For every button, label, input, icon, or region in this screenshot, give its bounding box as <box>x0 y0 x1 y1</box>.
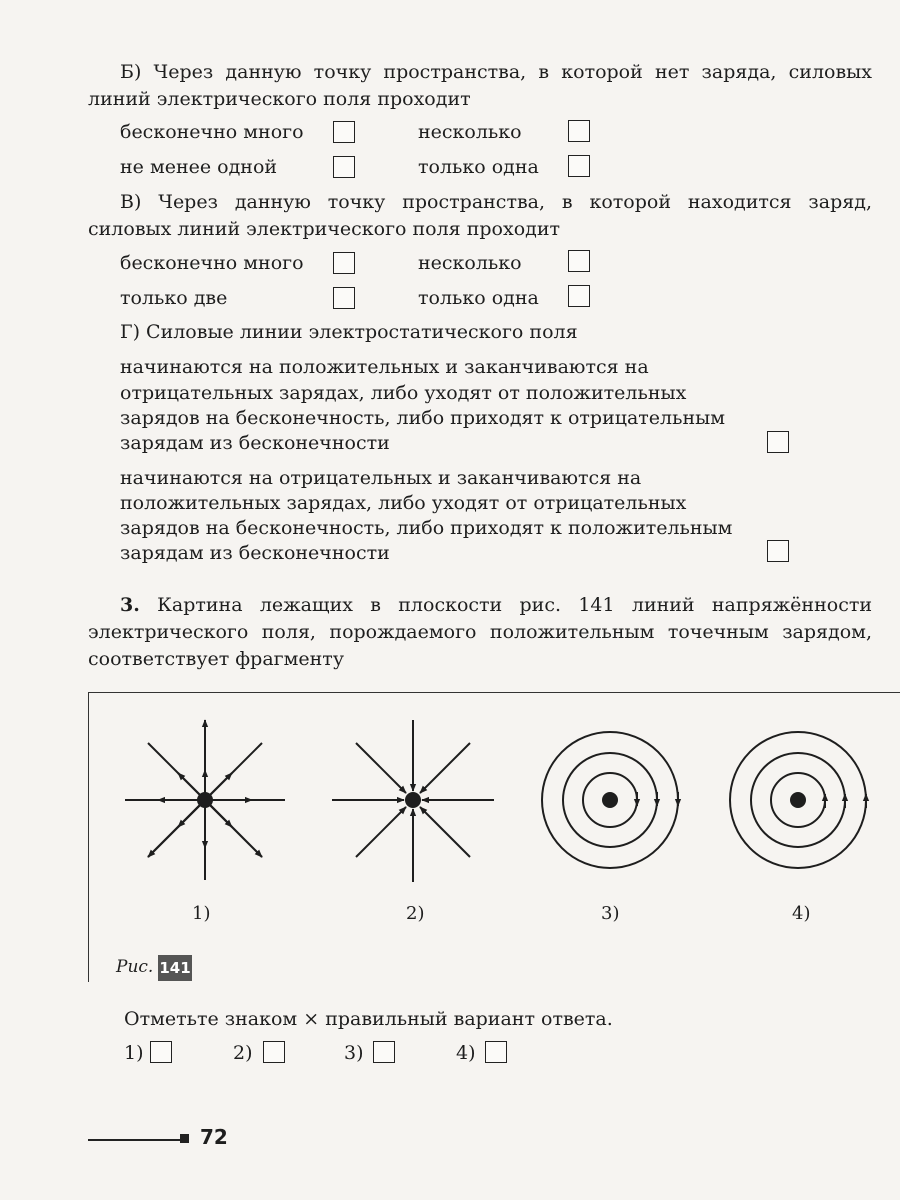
fragment-label-3: 3) <box>601 903 620 924</box>
fragment-label-4: 4) <box>792 903 811 924</box>
question-3-body: Картина лежащих в плоскости рис. 141 линий напряжённости электрического поля, порождаемого положительным точечным зарядом, соответствует фрагменту <box>88 594 873 670</box>
page-number: 72 <box>200 1125 228 1149</box>
answer-label-3: 3) <box>344 1042 364 1064</box>
question-b-text: Б) Через данную точку пространства, в которой нет заряда, силовых линий электрического поля проходит <box>88 61 872 110</box>
fragment-label-2: 2) <box>406 903 425 924</box>
fragment-3-charge <box>602 792 618 808</box>
option-v-4: только одна <box>418 287 539 309</box>
fragment-1-charge <box>197 792 213 808</box>
answer-checkbox-3[interactable] <box>373 1041 395 1063</box>
option-v-1: бесконечно много <box>120 252 304 274</box>
answer-label-4: 4) <box>456 1042 476 1064</box>
g-option1-line-1: начинаются на положительных и заканчиваются на <box>120 356 649 378</box>
fragment-2-charge <box>405 792 421 808</box>
option-b-3: не менее одной <box>120 156 278 178</box>
answer-instruction: Отметьте знаком × правильный вариант ответа. <box>124 1008 613 1030</box>
g-option1-line-4: зарядам из бесконечности <box>120 432 390 454</box>
g-option2-line-1: начинаются на отрицательных и заканчиваются на <box>120 467 642 489</box>
g-option2-line-4: зарядам из бесконечности <box>120 542 390 564</box>
option-v-2: несколько <box>418 252 522 274</box>
g-option2-line-3: зарядов на бесконечность, либо приходят к положительным <box>120 517 733 539</box>
footer-rule <box>88 1139 180 1141</box>
answer-checkbox-1[interactable] <box>150 1041 172 1063</box>
option-b-2: несколько <box>418 121 522 143</box>
answer-label-2: 2) <box>233 1042 253 1064</box>
g-option1-line-3: зарядов на бесконечность, либо приходят к отрицательным <box>120 407 726 429</box>
answer-checkbox-2[interactable] <box>263 1041 285 1063</box>
option-v-3: только две <box>120 287 228 309</box>
answer-checkbox-4[interactable] <box>485 1041 507 1063</box>
figure-caption: Рис. <box>116 957 154 977</box>
g-option2-line-2: положительных зарядах, либо уходят от отрицательных <box>120 492 687 514</box>
g-option1-line-2: отрицательных зарядах, либо уходят от положительных <box>120 382 687 404</box>
option-b-4: только одна <box>418 156 539 178</box>
option-b-1: бесконечно много <box>120 121 304 143</box>
fragment-4-charge <box>790 792 806 808</box>
fragment-label-1: 1) <box>192 903 211 924</box>
question-v-text: В) Через данную точку пространства, в которой находится заряд, силовых линий электрического поля проходит <box>88 191 872 240</box>
figure-number-badge: 141 <box>158 955 192 981</box>
footer-square <box>180 1134 189 1143</box>
answer-label-1: 1) <box>124 1042 144 1064</box>
question-g-title: Г) Силовые линии электростатического поля <box>120 321 578 343</box>
question-3-number: 3. <box>120 594 140 616</box>
